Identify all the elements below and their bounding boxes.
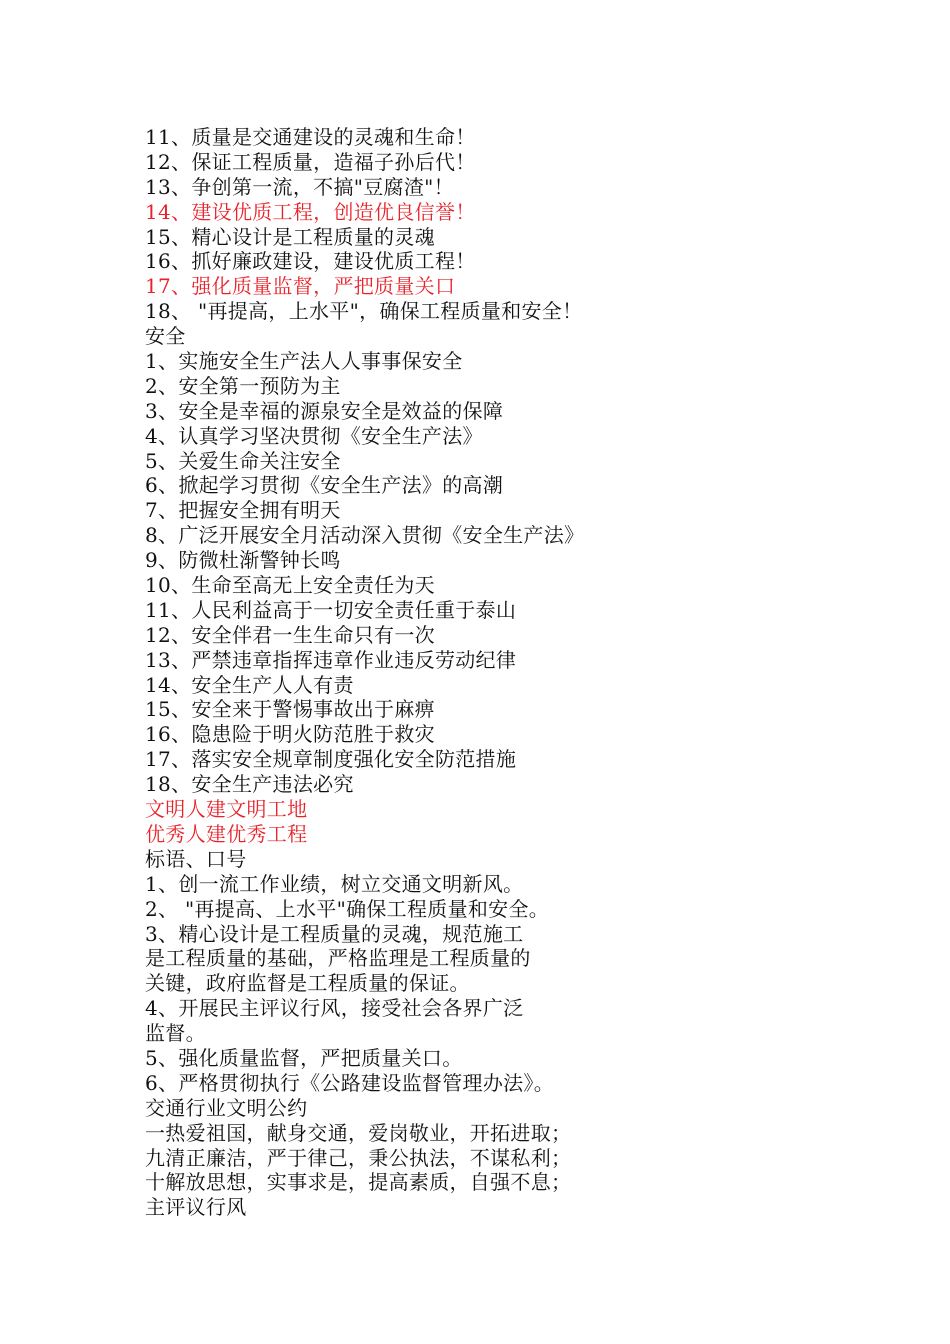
text-line: 14、建设优质工程，创造优良信誉！ bbox=[145, 199, 476, 224]
text-line: 6、严格贯彻执行《公路建设监督管理办法》。 bbox=[145, 1070, 555, 1095]
text-line: 是工程质量的基础，严格监理是工程质量的 bbox=[145, 946, 531, 971]
text-line: 18、 "再提高，上水平"，确保工程质量和安全！ bbox=[145, 299, 583, 324]
text-line: 16、隐患险于明火防范胜于救灾 bbox=[145, 722, 435, 747]
text-line: 10、生命至高无上安全责任为天 bbox=[145, 573, 435, 598]
text-line: 13、争创第一流，不搞"豆腐渣"！ bbox=[145, 174, 454, 199]
text-line: 13、严禁违章指挥违章作业违反劳动纪律 bbox=[145, 647, 517, 672]
text-line: 16、抓好廉政建设，建设优质工程！ bbox=[145, 249, 476, 274]
text-line: 12、保证工程质量，造福子孙后代！ bbox=[145, 149, 476, 174]
text-line: 1、实施安全生产法人人事事保安全 bbox=[145, 349, 463, 374]
text-body bbox=[145, 125, 925, 1220]
text-line: 11、质量是交通建设的灵魂和生命！ bbox=[145, 125, 476, 149]
text-line: 一热爱祖国，献身交通，爱岗敬业，开拓进取； bbox=[145, 1120, 572, 1145]
text-line: 主评议行风 bbox=[145, 1195, 247, 1220]
text-line: 2、安全第一预防为主 bbox=[145, 373, 341, 398]
text-line: 15、精心设计是工程质量的灵魂 bbox=[145, 224, 435, 249]
text-line: 优秀人建优秀工程 bbox=[145, 821, 308, 846]
text-line: 12、安全伴君一生生命只有一次 bbox=[145, 622, 435, 647]
text-line: 2、 "再提高、上水平"确保工程质量和安全。 bbox=[145, 896, 550, 921]
text-line: 8、广泛开展安全月活动深入贯彻《安全生产法》 bbox=[145, 523, 585, 548]
text-line: 3、精心设计是工程质量的灵魂，规范施工 bbox=[145, 921, 524, 946]
text-line: 4、认真学习坚决贯彻《安全生产法》 bbox=[145, 423, 483, 448]
text-line: 11、人民利益高于一切安全责任重于泰山 bbox=[145, 597, 517, 622]
text-line: 5、关爱生命关注安全 bbox=[145, 448, 341, 473]
text-line: 17、强化质量监督，严把质量关口 bbox=[145, 274, 456, 299]
text-line: 交通行业文明公约 bbox=[145, 1095, 308, 1120]
text-line: 7、把握安全拥有明天 bbox=[145, 498, 341, 523]
text-line: 1、创一流工作业绩，树立交通文明新风。 bbox=[145, 871, 524, 896]
text-line: 九清正廉洁，严于律己，秉公执法，不谋私利； bbox=[145, 1145, 572, 1170]
text-line: 安全 bbox=[145, 324, 186, 349]
text-line: 15、安全来于警惕事故出于麻痹 bbox=[145, 697, 435, 722]
text-line: 标语、口号 bbox=[145, 846, 247, 871]
text-line: 文明人建文明工地 bbox=[145, 797, 308, 822]
text-line: 3、安全是幸福的源泉安全是效益的保障 bbox=[145, 398, 504, 423]
text-line: 十解放思想，实事求是，提高素质，自强不息； bbox=[145, 1170, 572, 1195]
text-line: 4、开展民主评议行风，接受社会各界广泛 bbox=[145, 996, 524, 1021]
text-line: 14、安全生产人人有责 bbox=[145, 672, 354, 697]
text-line: 6、掀起学习贯彻《安全生产法》的高潮 bbox=[145, 473, 504, 498]
text-line: 5、强化质量监督，严把质量关口。 bbox=[145, 1045, 463, 1070]
text-line: 关键，政府监督是工程质量的保证。 bbox=[145, 971, 470, 996]
text-line: 17、落实安全规章制度强化安全防范措施 bbox=[145, 747, 517, 772]
text-line: 18、安全生产违法必究 bbox=[145, 772, 354, 797]
text-line: 9、防微杜渐警钟长鸣 bbox=[145, 548, 341, 573]
text-line: 监督。 bbox=[145, 1021, 206, 1046]
